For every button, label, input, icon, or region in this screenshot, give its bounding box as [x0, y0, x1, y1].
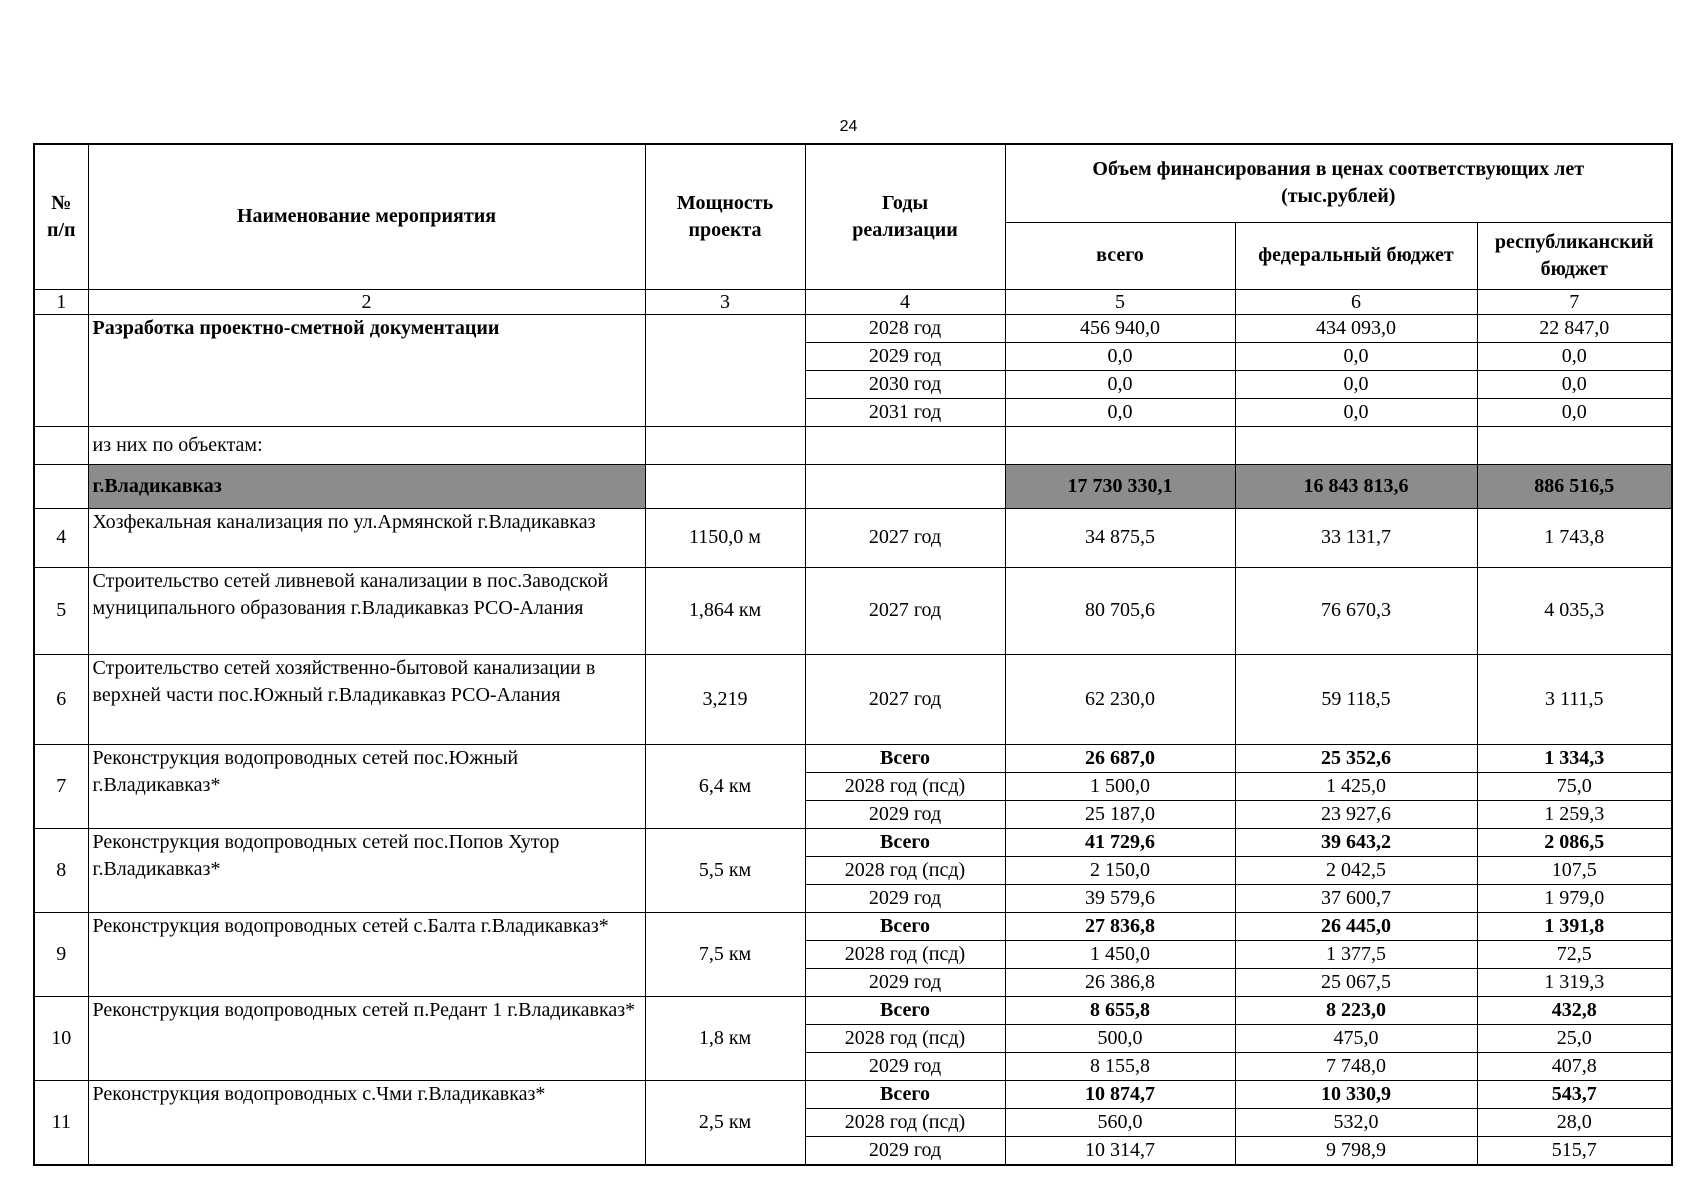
row-federal: 1 425,0 [1235, 772, 1477, 800]
group-line-row [34, 996, 1672, 1024]
header-name: Наименование мероприятия [88, 144, 645, 289]
psd-name: Разработка проектно-сметной документации [88, 314, 645, 426]
city-total: 17 730 330,1 [1005, 464, 1235, 508]
group-line-row [34, 744, 1672, 772]
psd-republic: 0,0 [1477, 342, 1672, 370]
row-name: Реконструкция водопроводных сетей п.Редант 1 г.Владикавказ* [88, 996, 645, 1080]
row-federal: 25 067,5 [1235, 968, 1477, 996]
row-republic: 28,0 [1477, 1108, 1672, 1136]
empty-cell [1477, 426, 1672, 464]
psd-republic: 22 847,0 [1477, 314, 1672, 342]
row-federal: 26 445,0 [1235, 912, 1477, 940]
index-cell: 7 [1477, 289, 1672, 314]
city-republic: 886 516,5 [1477, 464, 1672, 508]
psd-total: 0,0 [1005, 342, 1235, 370]
row-total: 80 705,6 [1005, 567, 1235, 654]
row-federal: 9 798,9 [1235, 1136, 1477, 1165]
city-name: г.Владикавказ [88, 464, 645, 508]
row-federal: 532,0 [1235, 1108, 1477, 1136]
row-total: 2 150,0 [1005, 856, 1235, 884]
index-cell: 4 [805, 289, 1005, 314]
index-row [34, 289, 1672, 314]
psd-no-cell [34, 314, 88, 426]
index-cell: 6 [1235, 289, 1477, 314]
row-total: 1 500,0 [1005, 772, 1235, 800]
row-no: 4 [34, 508, 88, 567]
row-federal: 475,0 [1235, 1024, 1477, 1052]
row-name: Реконструкция водопроводных с.Чми г.Владикавказ* [88, 1080, 645, 1165]
row-year: 2029 год [805, 884, 1005, 912]
row-year: 2028 год (псд) [805, 772, 1005, 800]
psd-federal: 0,0 [1235, 342, 1477, 370]
row-year: 2027 год [805, 654, 1005, 744]
psd-year: 2031 год [805, 398, 1005, 426]
psd-total: 0,0 [1005, 398, 1235, 426]
row-year: Всего [805, 828, 1005, 856]
row-year: 2029 год [805, 968, 1005, 996]
empty-cell [805, 464, 1005, 508]
psd-federal: 434 093,0 [1235, 314, 1477, 342]
row-year: 2028 год (псд) [805, 1108, 1005, 1136]
row-year: 2027 год [805, 567, 1005, 654]
row-republic: 1 743,8 [1477, 508, 1672, 567]
row-federal: 10 330,9 [1235, 1080, 1477, 1108]
row-federal: 76 670,3 [1235, 567, 1477, 654]
row-total: 26 687,0 [1005, 744, 1235, 772]
city-total-row [34, 464, 1672, 508]
row-republic: 1 391,8 [1477, 912, 1672, 940]
row-year: 2029 год [805, 1052, 1005, 1080]
row-federal: 37 600,7 [1235, 884, 1477, 912]
empty-cell [645, 464, 805, 508]
row-total: 41 729,6 [1005, 828, 1235, 856]
row-total: 27 836,8 [1005, 912, 1235, 940]
psd-total: 0,0 [1005, 370, 1235, 398]
row-republic: 407,8 [1477, 1052, 1672, 1080]
row-no: 7 [34, 744, 88, 828]
psd-year: 2028 год [805, 314, 1005, 342]
psd-total: 456 940,0 [1005, 314, 1235, 342]
empty-cell [34, 426, 88, 464]
row-total: 1 450,0 [1005, 940, 1235, 968]
index-cell: 3 [645, 289, 805, 314]
row-no: 8 [34, 828, 88, 912]
table-row [34, 567, 1672, 654]
row-no: 9 [34, 912, 88, 996]
group-line-row [34, 828, 1672, 856]
group-line-row [34, 912, 1672, 940]
header-funding: Объем финансирования в ценах соответствующих лет (тыс.рублей) [1005, 144, 1672, 222]
psd-year: 2029 год [805, 342, 1005, 370]
row-federal: 39 643,2 [1235, 828, 1477, 856]
row-federal: 8 223,0 [1235, 996, 1477, 1024]
header-total: всего [1005, 222, 1235, 289]
empty-cell [645, 426, 805, 464]
header-power: Мощность проекта [645, 144, 805, 289]
empty-cell [34, 464, 88, 508]
row-total: 25 187,0 [1005, 800, 1235, 828]
row-year: 2027 год [805, 508, 1005, 567]
group-line-row [34, 1080, 1672, 1108]
row-name: Хозфекальная канализация по ул.Армянской г.Владикавказ [88, 508, 645, 567]
row-republic: 1 259,3 [1477, 800, 1672, 828]
psd-republic: 0,0 [1477, 370, 1672, 398]
index-cell: 2 [88, 289, 645, 314]
row-republic: 72,5 [1477, 940, 1672, 968]
row-federal: 7 748,0 [1235, 1052, 1477, 1080]
row-federal: 59 118,5 [1235, 654, 1477, 744]
row-year: 2028 год (псд) [805, 856, 1005, 884]
row-republic: 1 334,3 [1477, 744, 1672, 772]
row-year: Всего [805, 996, 1005, 1024]
header-row-top [34, 144, 1672, 222]
row-republic: 4 035,3 [1477, 567, 1672, 654]
row-republic: 543,7 [1477, 1080, 1672, 1108]
row-total: 10 314,7 [1005, 1136, 1235, 1165]
row-power: 2,5 км [645, 1080, 805, 1165]
psd-federal: 0,0 [1235, 370, 1477, 398]
table-row [34, 508, 1672, 567]
psd-republic: 0,0 [1477, 398, 1672, 426]
row-total: 34 875,5 [1005, 508, 1235, 567]
row-name: Реконструкция водопроводных сетей с.Балта г.Владикавказ* [88, 912, 645, 996]
row-no: 5 [34, 567, 88, 654]
row-year: Всего [805, 912, 1005, 940]
row-republic: 1 979,0 [1477, 884, 1672, 912]
row-federal: 23 927,6 [1235, 800, 1477, 828]
row-power: 6,4 км [645, 744, 805, 828]
row-federal: 2 042,5 [1235, 856, 1477, 884]
group-rows [34, 744, 1672, 1165]
empty-cell [1005, 426, 1235, 464]
index-cell: 1 [34, 289, 88, 314]
psd-row [34, 314, 1672, 342]
empty-cell [1235, 426, 1477, 464]
row-federal: 1 377,5 [1235, 940, 1477, 968]
row-federal: 33 131,7 [1235, 508, 1477, 567]
row-federal: 25 352,6 [1235, 744, 1477, 772]
city-federal: 16 843 813,6 [1235, 464, 1477, 508]
row-total: 8 155,8 [1005, 1052, 1235, 1080]
row-republic: 75,0 [1477, 772, 1672, 800]
row-name: Строительство сетей ливневой канализации в пос.Заводской муниципального образования г.Владикавказ РСО-Алания [88, 567, 645, 654]
row-power: 1150,0 м [645, 508, 805, 567]
row-power: 1,8 км [645, 996, 805, 1080]
row-total: 26 386,8 [1005, 968, 1235, 996]
psd-federal: 0,0 [1235, 398, 1477, 426]
header-no: № п/п [34, 144, 88, 289]
index-cell: 5 [1005, 289, 1235, 314]
subheader-text: из них по объектам: [88, 426, 645, 464]
header-federal: федеральный бюджет [1235, 222, 1477, 289]
row-year: Всего [805, 744, 1005, 772]
row-year: Всего [805, 1080, 1005, 1108]
row-power: 3,219 [645, 654, 805, 744]
row-republic: 432,8 [1477, 996, 1672, 1024]
financing-table [33, 143, 1673, 1166]
header-republic: республиканский бюджет [1477, 222, 1672, 289]
row-republic: 3 111,5 [1477, 654, 1672, 744]
row-republic: 25,0 [1477, 1024, 1672, 1052]
row-republic: 2 086,5 [1477, 828, 1672, 856]
table-row [34, 654, 1672, 744]
row-year: 2028 год (псд) [805, 1024, 1005, 1052]
row-total: 62 230,0 [1005, 654, 1235, 744]
row-power: 1,864 км [645, 567, 805, 654]
row-name: Реконструкция водопроводных сетей пос.Попов Хутор г.Владикавказ* [88, 828, 645, 912]
row-republic: 515,7 [1477, 1136, 1672, 1165]
row-republic: 1 319,3 [1477, 968, 1672, 996]
empty-cell [805, 426, 1005, 464]
psd-year: 2030 год [805, 370, 1005, 398]
row-total: 560,0 [1005, 1108, 1235, 1136]
row-total: 10 874,7 [1005, 1080, 1235, 1108]
header-years: Годы реализации [805, 144, 1005, 289]
row-total: 8 655,8 [1005, 996, 1235, 1024]
row-no: 11 [34, 1080, 88, 1165]
row-total: 39 579,6 [1005, 884, 1235, 912]
row-republic: 107,5 [1477, 856, 1672, 884]
row-year: 2029 год [805, 800, 1005, 828]
psd-power-cell [645, 314, 805, 426]
row-name: Реконструкция водопроводных сетей пос.Южный г.Владикавказ* [88, 744, 645, 828]
row-no: 6 [34, 654, 88, 744]
row-power: 5,5 км [645, 828, 805, 912]
row-no: 10 [34, 996, 88, 1080]
subheader-row [34, 426, 1672, 464]
row-total: 500,0 [1005, 1024, 1235, 1052]
row-year: 2028 год (псд) [805, 940, 1005, 968]
page-number: 24 [839, 118, 858, 135]
row-year: 2029 год [805, 1136, 1005, 1165]
row-name: Строительство сетей хозяйственно-бытовой канализации в верхней части пос.Южный г.Владикавказ РСО-Алания [88, 654, 645, 744]
row-power: 7,5 км [645, 912, 805, 996]
